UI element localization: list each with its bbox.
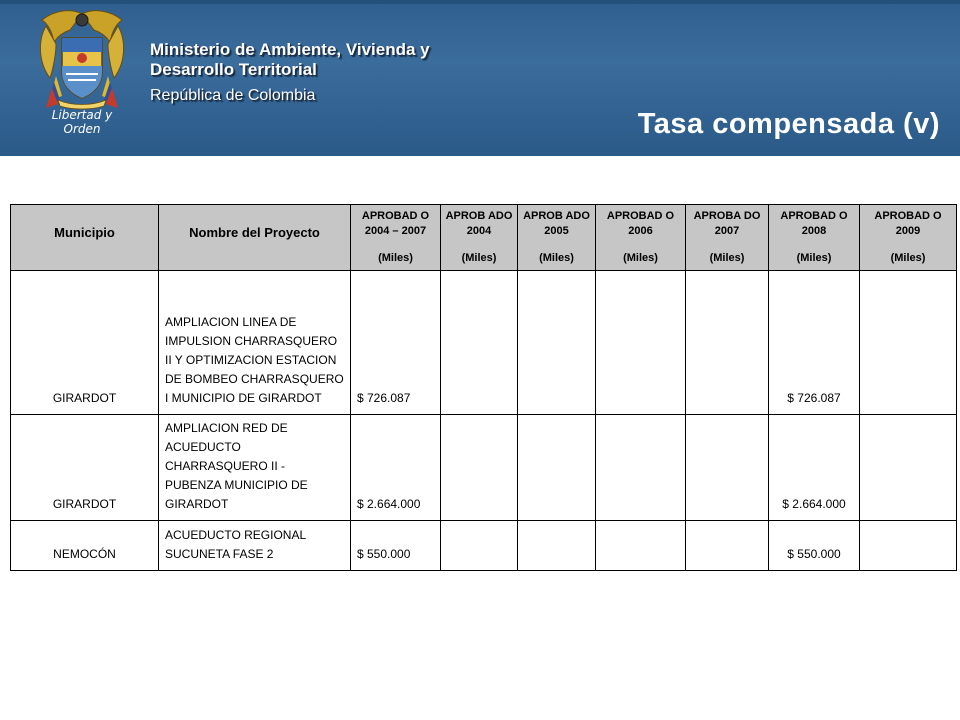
header-aprobado-2009	[860, 205, 957, 271]
motto-text: Libertad y Orden	[51, 108, 113, 136]
header-unit: (Miles)	[890, 252, 926, 264]
cell-municipio: GIRARDOT	[11, 271, 159, 415]
header-unit: (Miles)	[539, 252, 574, 264]
header-unit: (Miles)	[709, 252, 745, 264]
cell-2008: $ 550.000	[769, 521, 860, 571]
cell-municipio: NEMOCÓN	[11, 521, 159, 571]
cell-2007	[686, 521, 769, 571]
header-label: APROBAD O 2004 – 2007	[361, 210, 430, 237]
cell-total: $ 2.664.000	[351, 415, 441, 521]
cell-2004	[441, 521, 518, 571]
header-band	[0, 0, 960, 156]
header-label: Municipio	[54, 225, 115, 240]
cell-2005	[518, 521, 596, 571]
cell-2004	[441, 271, 518, 415]
header-proyecto	[159, 205, 351, 271]
header-aprobado-2004	[441, 205, 518, 271]
header-unit: (Miles)	[623, 252, 658, 264]
cell-2007	[686, 415, 769, 521]
cell-2008: $ 726.087	[769, 271, 860, 415]
header-aprobado-2007	[686, 205, 769, 271]
header-label: APROBA DO 2007	[693, 210, 761, 237]
table-row	[11, 271, 957, 415]
cell-2004	[441, 415, 518, 521]
header-unit: (Miles)	[378, 252, 413, 264]
header-label: APROBAD O 2008	[780, 210, 848, 237]
header-unit: (Miles)	[796, 252, 832, 264]
table-row	[11, 415, 957, 521]
cell-2005	[518, 271, 596, 415]
header-label: APROB ADO 2005	[523, 210, 590, 237]
cell-total: $ 726.087	[351, 271, 441, 415]
cell-2006	[596, 521, 686, 571]
cell-2009	[860, 271, 957, 415]
cell-2009	[860, 415, 957, 521]
header-top-strip	[0, 0, 960, 4]
cell-proyecto: ACUEDUCTO REGIONAL SUCUNETA FASE 2	[159, 521, 351, 571]
header-label: Nombre del Proyecto	[189, 225, 320, 240]
ministry-line-1: Ministerio de Ambiente, Vivienda y	[150, 40, 430, 59]
header-label: APROBAD O 2009	[874, 210, 942, 237]
cell-municipio: GIRARDOT	[11, 415, 159, 521]
header-aprobado-2006	[596, 205, 686, 271]
cell-2006	[596, 271, 686, 415]
table-row	[11, 521, 957, 571]
cell-2005	[518, 415, 596, 521]
header-municipio	[11, 205, 159, 271]
cell-2009	[860, 521, 957, 571]
table-header-row	[11, 205, 957, 271]
cell-2007	[686, 271, 769, 415]
ministry-line-2: Desarrollo Territorial	[150, 60, 317, 79]
header-unit: (Miles)	[461, 252, 497, 264]
cell-total: $ 550.000	[351, 521, 441, 571]
cell-2006	[596, 415, 686, 521]
projects-table	[10, 204, 957, 571]
header-label: APROB ADO 2004	[445, 210, 513, 237]
header-aprobado-2005	[518, 205, 596, 271]
header-aprobado-2008	[769, 205, 860, 271]
header-label: APROBAD O 2006	[606, 210, 675, 237]
header-aprobado-2004-2007	[351, 205, 441, 271]
ministry-name	[150, 40, 430, 80]
cell-proyecto: AMPLIACION LINEA DE IMPULSION CHARRASQUERO II Y OPTIMIZACION ESTACION DE BOMBEO CHARRASQUERO I MUNICIPIO DE GIRARDOT	[159, 271, 351, 415]
page-title: Tasa compensada (v)	[637, 108, 940, 140]
cell-2008: $ 2.664.000	[769, 415, 860, 521]
republic-name: República de Colombia	[150, 87, 316, 104]
cell-proyecto: AMPLIACION RED DE ACUEDUCTO CHARRASQUERO II - PUBENZA MUNICIPIO DE GIRARDOT	[159, 415, 351, 521]
